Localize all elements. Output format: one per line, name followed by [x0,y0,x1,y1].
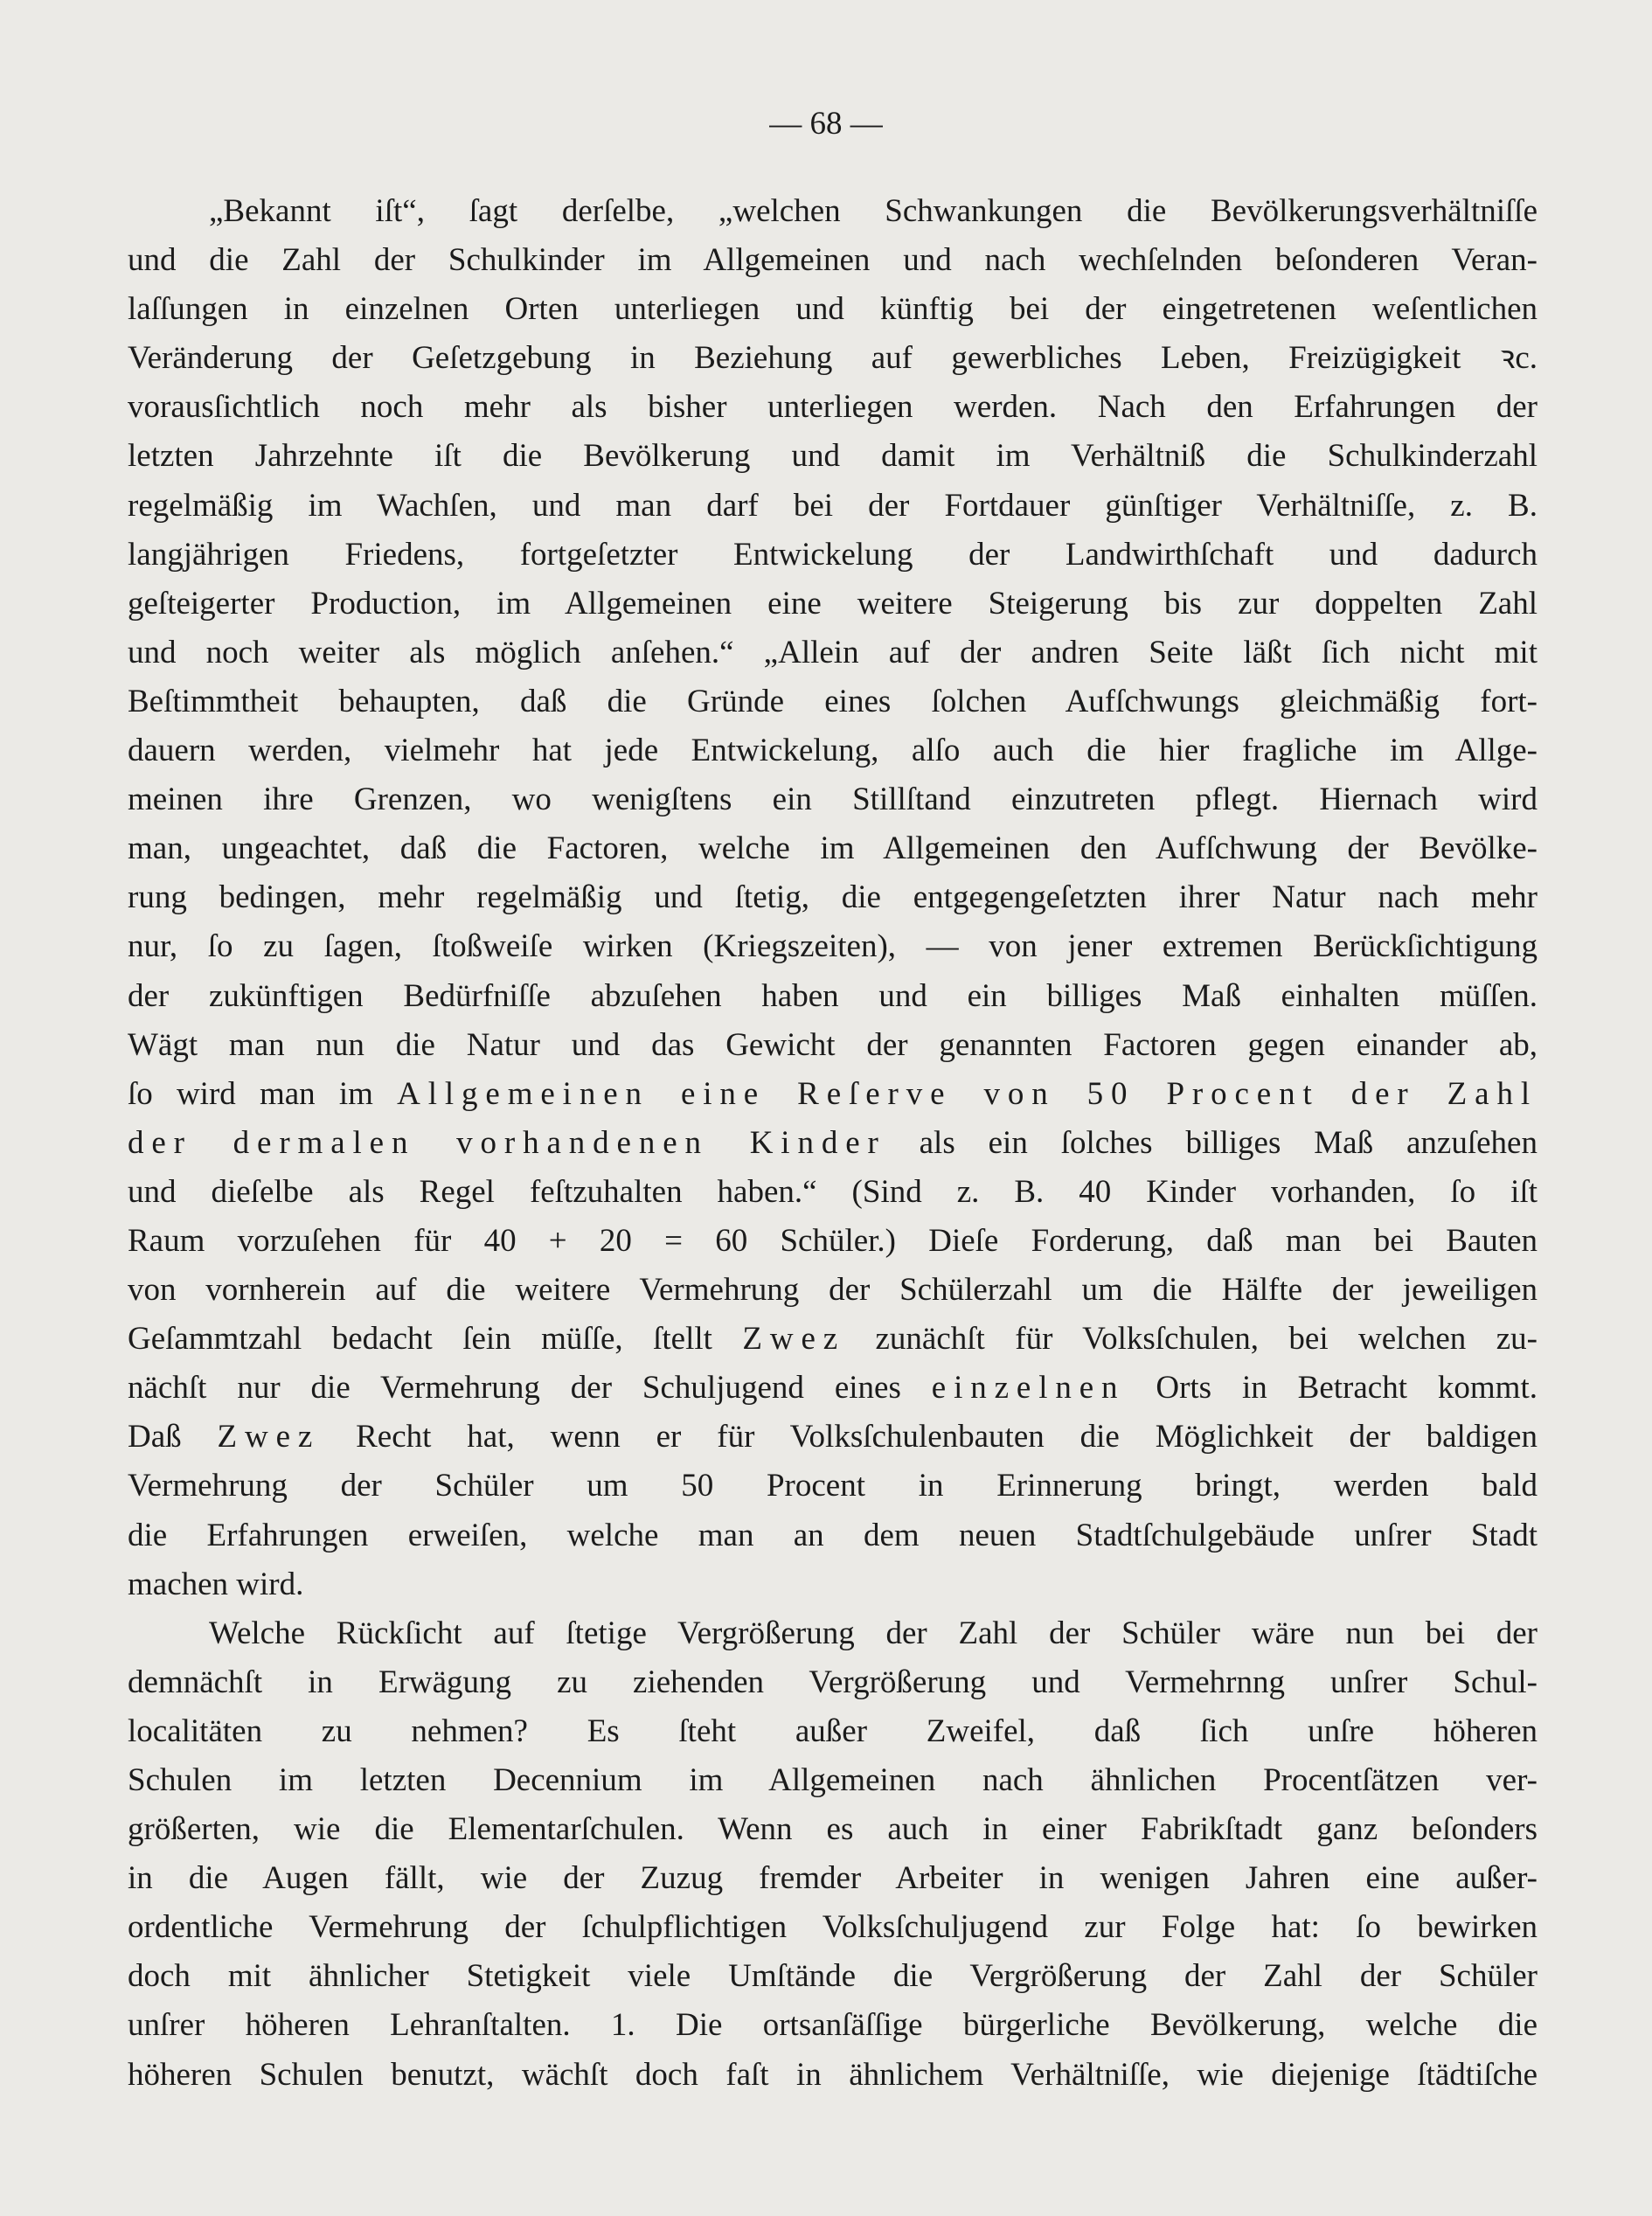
text-line [128,1364,1537,1413]
emphasized-text: der dermalen vorhandenen Kinder [128,1124,886,1161]
text-line: in die Augen fällt, wie der Zuzug fremder Arbeiter in wenigen Jahren eine außer- [128,1860,1537,1897]
page-number: — 68 — [769,106,883,142]
emphasized-text: einzelnen [931,1370,1126,1407]
text-segment: Geſammtzahl bedacht ſein müſſe, ſtellt [128,1321,743,1358]
text-line [128,1315,1537,1364]
text-line: unſrer höheren Lehranſtalten. 1. Die ortsanſäſſige bürgerliche Bevölkerung, welche die [128,2007,1537,2044]
text-line: vorausſichtlich noch mehr als bisher unterliegen werden. Nach den Erfahrungen der [128,389,1537,426]
text-line: Vermehrung der Schüler um 50 Procent in Erinnerung bringt, werden bald [128,1468,1537,1504]
text-line: letzten Jahrzehnte iſt die Bevölkerung und damit im Verhältniß die Schulkinderzahl [128,438,1537,475]
text-line: höheren Schulen benutzt, wächſt doch faſt in ähnlichem Verhältniſſe, wie diejenige ſtädtiſche [128,2056,1537,2093]
text-line: „Bekannt iſt“, ſagt derſelbe, „welchen Schwankungen die Bevölkerungsverhältniſſe [209,193,1537,229]
text-line: der zukünftigen Bedürfniſſe abzuſehen haben und ein billiges Maß einhalten müſſen. [128,977,1537,1014]
text-line: langjährigen Friedens, fortgeſetzter Entwickelung der Landwirthſchaft und dadurch [128,536,1537,573]
text-line: localitäten zu nehmen? Es ſteht außer Zweifel, daß ſich unſre höheren [128,1712,1537,1749]
text-line: Veränderung der Geſetzgebung in Beziehung auf gewerbliches Leben, Freizügigkeit ꝛc. [128,340,1537,377]
text-line: dauern werden, vielmehr hat jede Entwickelung, alſo auch die hier fragliche im Allge- [128,733,1537,769]
text-segment: Orts in Betracht kommt. [1125,1370,1537,1407]
text-line [128,1413,1537,1462]
text-segment: zunächſt für Volksſchulen, bei welchen zu- [845,1321,1537,1358]
text-line: Beſtimmtheit behaupten, daß die Gründe eines ſolchen Aufſchwungs gleichmäßig fort- [128,683,1537,719]
text-segment: Daß [128,1419,218,1455]
text-line: laſſungen in einzelnen Orten unterliegen und künftig bei der eingetretenen weſentlichen [128,291,1537,328]
text-line: größerten, wie die Elementarſchulen. Wenn es auch in einer Fabrikſtadt ganz beſonders [128,1811,1537,1848]
text-line: demnächſt in Erwägung zu ziehenden Vergrößerung und Vermehrnng unſrer Schul- [128,1664,1537,1700]
text-line [128,1070,1537,1119]
body-text [128,187,1537,2100]
text-line: Schulen im letzten Decennium im Allgemeinen nach ähnlichen Procentſätzen ver- [128,1762,1537,1798]
emphasized-text: Zwez [217,1419,321,1455]
text-line: man, ungeachtet, daß die Factoren, welche im Allgemeinen den Aufſchwung der Bevölke- [128,830,1537,867]
text-line: Raum vorzuſehen für 40 + 20 = 60 Schüler.) Dieſe Forderung, daß man bei Bauten [128,1222,1537,1259]
text-line: und die Zahl der Schulkinder im Allgemeinen und nach wechſelnden beſonderen Veran- [128,242,1537,279]
text-line: Welche Rückſicht auf ſtetige Vergrößerung der Zahl der Schüler wäre nun bei der [209,1615,1537,1651]
text-line: nur, ſo zu ſagen, ſtoßweiſe wirken (Kriegszeiten), — von jener extremen Berückſichtigung [128,928,1537,965]
text-line: und dieſelbe als Regel feſtzuhalten haben.“ (Sind z. B. 40 Kinder vorhanden, ſo iſt [128,1173,1537,1210]
text-line: meinen ihre Grenzen, wo wenigſtens ein Stillſtand einzutreten pflegt. Hiernach wird [128,782,1537,818]
emphasized-text: Zwez [742,1321,846,1358]
text-segment: als ein ſolches billiges Maß anzuſehen [885,1124,1537,1161]
text-segment: ſo wird man im [128,1075,398,1112]
text-line: und noch weiter als möglich anſehen.“ „Allein auf der andren Seite läßt ſich nicht mit [128,634,1537,670]
text-line: die Erfahrungen erweiſen, welche man an dem neuen Stadtſchulgebäude unſrer Stadt [128,1517,1537,1553]
text-line: machen wird. [128,1566,304,1602]
text-segment: nächſt nur die Vermehrung der Schuljugend eines [128,1370,932,1407]
text-line: regelmäßig im Wachſen, und man darf bei der Fortdauer günſtiger Verhältniſſe, z. B. [128,487,1537,524]
text-line: ordentliche Vermehrung der ſchulpflichtigen Volksſchuljugend zur Folge hat: ſo bewirken [128,1909,1537,1946]
text-segment: Recht hat, wenn er für Volksſchulenbauten die Möglichkeit der baldigen [320,1419,1537,1455]
text-line: von vornherein auf die weitere Vermehrung der Schülerzahl um die Hälfte der jeweiligen [128,1272,1537,1309]
text-line: Wägt man nun die Natur und das Gewicht der genannten Factoren gegen einander ab, [128,1026,1537,1063]
text-line: doch mit ähnlicher Stetigkeit viele Umſtände die Vergrößerung der Zahl der Schüler [128,1958,1537,1995]
text-line: rung bedingen, mehr regelmäßig und ſtetig, die entgegengeſetzten ihrer Natur nach mehr [128,879,1537,916]
emphasized-text: Allgemeinen eine Reſerve von 50 Procent der Zahl [397,1075,1537,1112]
text-line [128,1119,1537,1168]
text-line: geſteigerter Production, im Allgemeinen eine weitere Steigerung bis zur doppelten Zahl [128,585,1537,622]
